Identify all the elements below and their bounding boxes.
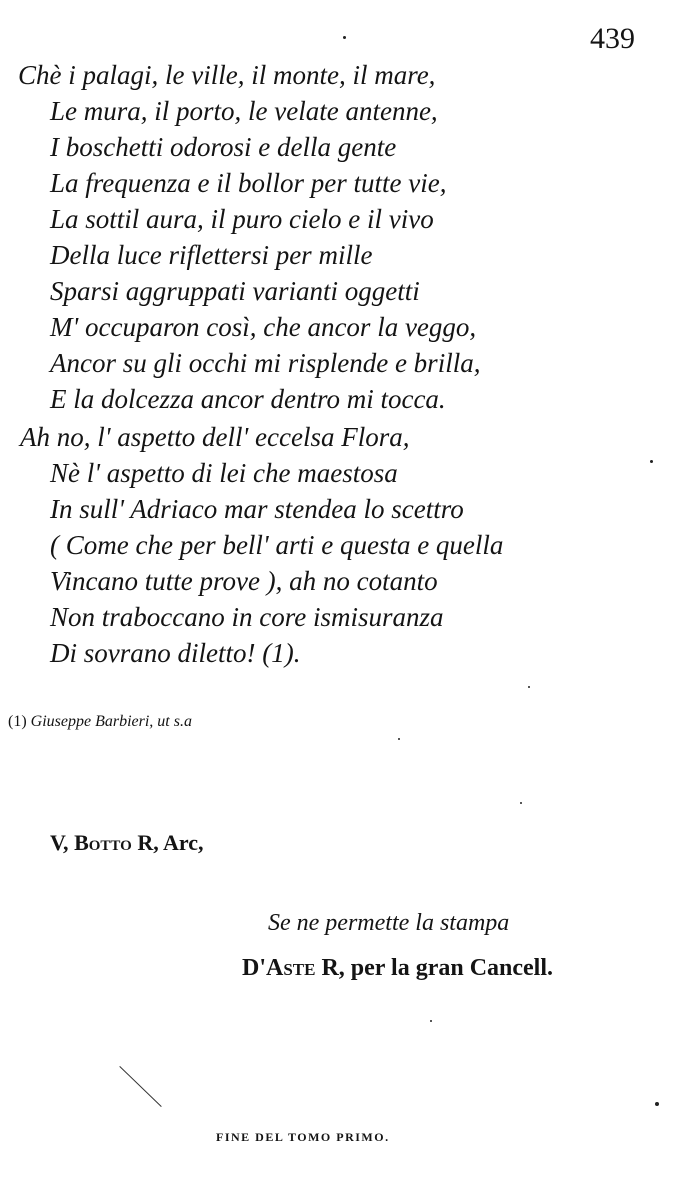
ink-speck <box>343 36 346 39</box>
footnote <box>8 713 192 731</box>
chancellery-prefix: D' <box>242 955 266 981</box>
verse-line: La sottil aura, il puro cielo e il vivo <box>50 204 434 234</box>
end-of-volume-mark: FINE DEL TOMO PRIMO. <box>216 1130 390 1144</box>
scan-scratch <box>119 1066 161 1107</box>
verse-line: Chè i palagi, le ville, il monte, il mare, <box>18 60 436 90</box>
chancellery-signature <box>242 955 553 982</box>
ink-speck <box>650 460 653 463</box>
visa-name: Botto <box>74 830 132 855</box>
verse-line: Le mura, il porto, le velate antenne, <box>50 96 438 126</box>
verse-line: E la dolcezza ancor dentro mi tocca. <box>50 384 446 414</box>
ink-speck <box>398 738 400 740</box>
verse-line: Di sovrano diletto! (1). <box>50 638 301 668</box>
visa-prefix: V, <box>50 830 75 855</box>
verse-line: Ah no, l' aspetto dell' eccelsa Flora, <box>20 422 410 452</box>
ink-speck <box>528 686 530 688</box>
verse-line: I boschetti odorosi e della gente <box>50 132 397 162</box>
chancellery-suffix: R, per la gran Cancell. <box>315 955 554 981</box>
verse-line: M' occuparon così, che ancor la veggo, <box>50 312 477 342</box>
footnote-marker: (1) <box>8 713 27 730</box>
verse-line: Nè l' aspetto di lei che maestosa <box>50 458 398 488</box>
print-permission: Se ne permette la stampa <box>268 910 510 936</box>
verse-line: ( Come che per bell' arti e questa e quella <box>50 530 504 560</box>
chancellery-name: Aste <box>266 955 316 981</box>
page-number: 439 <box>590 22 635 55</box>
verse-line: La frequenza e il bollor per tutte vie, <box>50 168 447 198</box>
verse-line: Della luce riflettersi per mille <box>50 240 373 270</box>
ink-speck <box>655 1102 659 1106</box>
imprimatur-visa <box>50 830 204 856</box>
ink-speck <box>520 802 522 804</box>
visa-suffix: R, Arc, <box>131 830 204 855</box>
verse-line: Ancor su gli occhi mi risplende e brilla, <box>50 348 481 378</box>
verse-line: Vincano tutte prove ), ah no cotanto <box>50 566 438 596</box>
verse-line: Non traboccano in core ismisuranza <box>50 602 444 632</box>
verse-line: In sull' Adriaco mar stendea lo scettro <box>50 494 464 524</box>
ink-speck <box>430 1020 432 1022</box>
footnote-text: Giuseppe Barbieri, ut s.a <box>30 713 192 730</box>
verse-line: Sparsi aggruppati varianti oggetti <box>50 276 420 306</box>
